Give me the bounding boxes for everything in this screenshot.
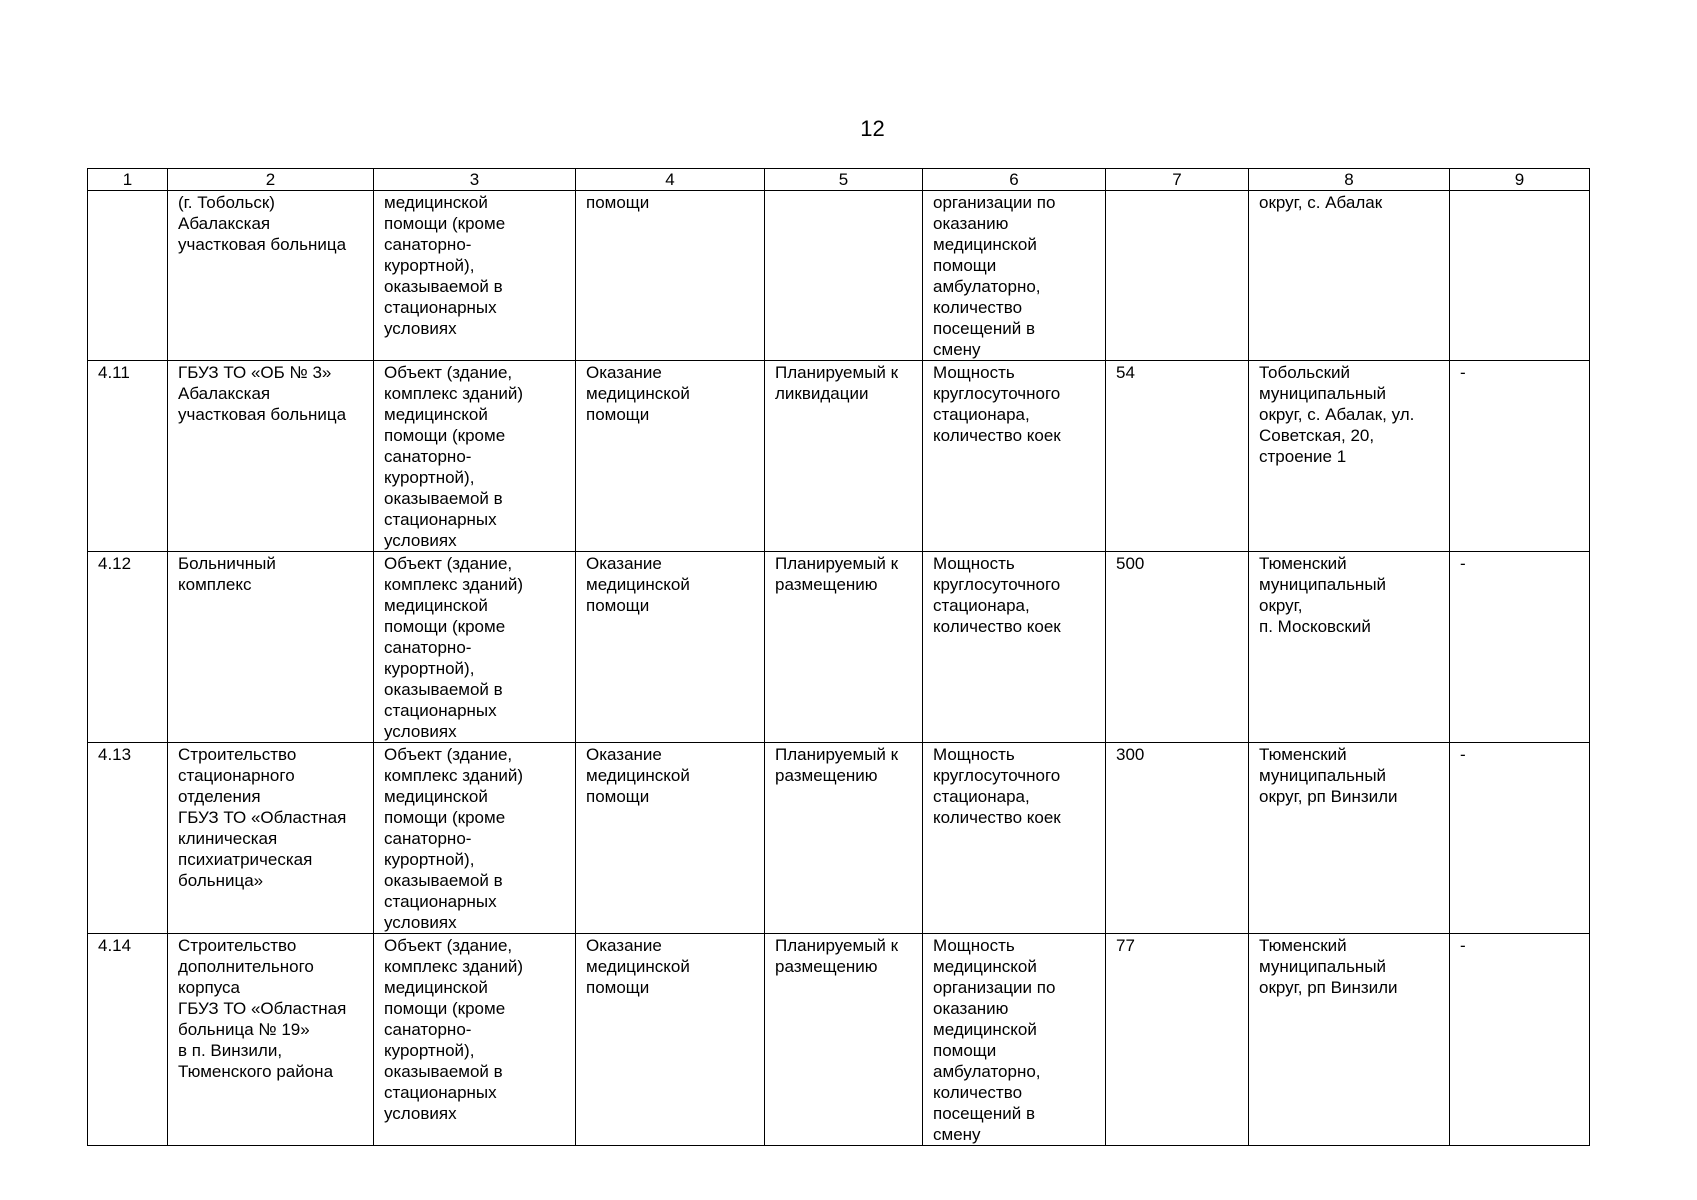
cell-value: 500 bbox=[1106, 552, 1249, 743]
table-row bbox=[88, 934, 1590, 1146]
cell-value: 77 bbox=[1106, 934, 1249, 1146]
cell-characteristic: организации по оказанию медицинской помощи амбулаторно, количество посещений в смену bbox=[923, 191, 1106, 361]
cell-purpose: помощи bbox=[576, 191, 765, 361]
cell-characteristic: Мощность медицинской организации по оказанию медицинской помощи амбулаторно, количество посещений в смену bbox=[923, 934, 1106, 1146]
table-row bbox=[88, 743, 1590, 934]
cell-zone: - bbox=[1450, 743, 1590, 934]
column-header: 3 bbox=[374, 169, 576, 191]
data-table bbox=[87, 168, 1590, 1146]
cell-object-type: Объект (здание, комплекс зданий) медицинской помощи (кроме санаторно- курортной), оказываемой в стационарных условиях bbox=[374, 934, 576, 1146]
cell-value: 54 bbox=[1106, 361, 1249, 552]
cell-zone: - bbox=[1450, 552, 1590, 743]
cell-status: Планируемый к размещению bbox=[765, 934, 923, 1146]
cell-object-name: Строительство стационарного отделения ГБУЗ ТО «Областная клиническая психиатрическая больница» bbox=[168, 743, 374, 934]
table-row bbox=[88, 552, 1590, 743]
cell-number: 4.11 bbox=[88, 361, 168, 552]
cell-value: 300 bbox=[1106, 743, 1249, 934]
cell-purpose: Оказание медицинской помощи bbox=[576, 743, 765, 934]
cell-status: Планируемый к ликвидации bbox=[765, 361, 923, 552]
cell-object-name: ГБУЗ ТО «ОБ № 3» Абалакская участковая больница bbox=[168, 361, 374, 552]
column-header: 2 bbox=[168, 169, 374, 191]
column-header: 6 bbox=[923, 169, 1106, 191]
cell-zone: - bbox=[1450, 934, 1590, 1146]
cell-object-type: Объект (здание, комплекс зданий) медицинской помощи (кроме санаторно- курортной), оказываемой в стационарных условиях bbox=[374, 743, 576, 934]
table-row bbox=[88, 191, 1590, 361]
cell-purpose: Оказание медицинской помощи bbox=[576, 361, 765, 552]
column-header: 5 bbox=[765, 169, 923, 191]
cell-purpose: Оказание медицинской помощи bbox=[576, 934, 765, 1146]
cell-location: Тюменский муниципальный округ, рп Винзили bbox=[1249, 743, 1450, 934]
cell-number bbox=[88, 191, 168, 361]
cell-characteristic: Мощность круглосуточного стационара, количество коек bbox=[923, 743, 1106, 934]
cell-status: Планируемый к размещению bbox=[765, 743, 923, 934]
column-header: 1 bbox=[88, 169, 168, 191]
cell-status bbox=[765, 191, 923, 361]
table-header-row bbox=[88, 169, 1590, 191]
cell-characteristic: Мощность круглосуточного стационара, количество коек bbox=[923, 552, 1106, 743]
cell-status: Планируемый к размещению bbox=[765, 552, 923, 743]
cell-value bbox=[1106, 191, 1249, 361]
column-header: 4 bbox=[576, 169, 765, 191]
cell-location: Тобольский муниципальный округ, с. Абалак, ул. Советская, 20, строение 1 bbox=[1249, 361, 1450, 552]
page-number: 12 bbox=[860, 116, 885, 141]
cell-characteristic: Мощность круглосуточного стационара, количество коек bbox=[923, 361, 1106, 552]
cell-object-name: Строительство дополнительного корпуса ГБУЗ ТО «Областная больница № 19» в п. Винзили, Тюменского района bbox=[168, 934, 374, 1146]
table-row bbox=[88, 361, 1590, 552]
cell-number: 4.14 bbox=[88, 934, 168, 1146]
column-header: 7 bbox=[1106, 169, 1249, 191]
cell-object-type: медицинской помощи (кроме санаторно- курортной), оказываемой в стационарных условиях bbox=[374, 191, 576, 361]
cell-zone: - bbox=[1450, 361, 1590, 552]
cell-purpose: Оказание медицинской помощи bbox=[576, 552, 765, 743]
cell-object-name: Больничный комплекс bbox=[168, 552, 374, 743]
column-header: 8 bbox=[1249, 169, 1450, 191]
column-header: 9 bbox=[1450, 169, 1590, 191]
cell-object-type: Объект (здание, комплекс зданий) медицинской помощи (кроме санаторно- курортной), оказываемой в стационарных условиях bbox=[374, 361, 576, 552]
cell-location: Тюменский муниципальный округ, рп Винзили bbox=[1249, 934, 1450, 1146]
cell-number: 4.13 bbox=[88, 743, 168, 934]
cell-zone bbox=[1450, 191, 1590, 361]
cell-object-type: Объект (здание, комплекс зданий) медицинской помощи (кроме санаторно- курортной), оказываемой в стационарных условиях bbox=[374, 552, 576, 743]
cell-location: округ, с. Абалак bbox=[1249, 191, 1450, 361]
cell-location: Тюменский муниципальный округ, п. Московский bbox=[1249, 552, 1450, 743]
cell-object-name: (г. Тобольск) Абалакская участковая больница bbox=[168, 191, 374, 361]
cell-number: 4.12 bbox=[88, 552, 168, 743]
